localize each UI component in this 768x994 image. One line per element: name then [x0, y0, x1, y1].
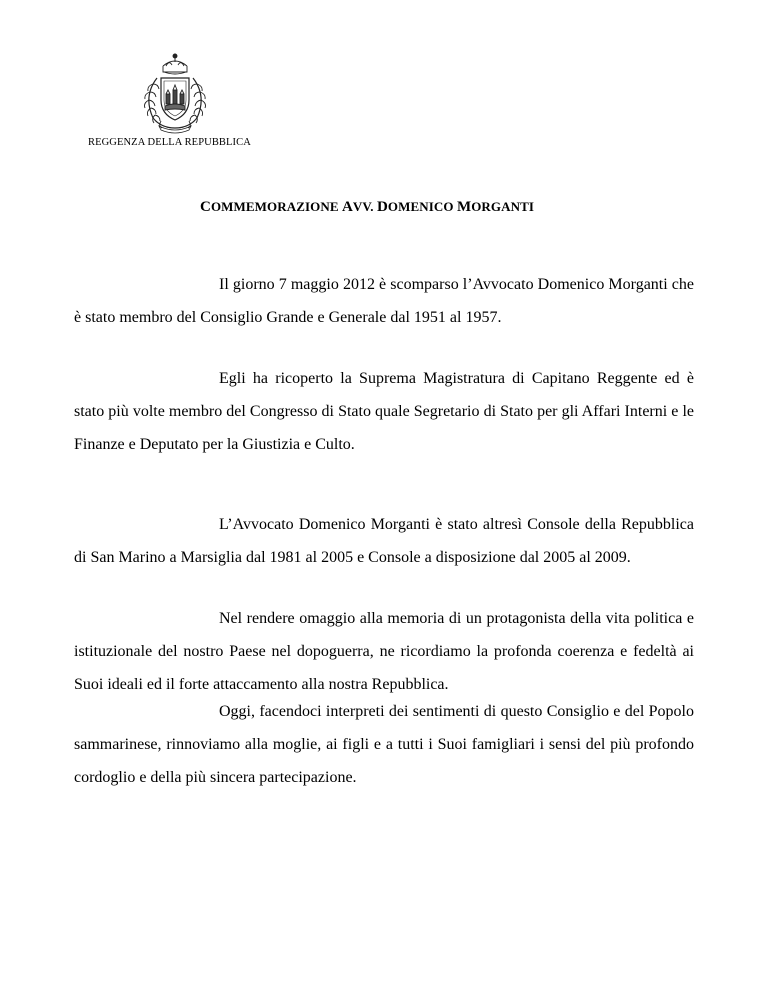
title-rest-2: VV. [352, 199, 374, 214]
coat-of-arms-emblem [133, 48, 217, 134]
paragraph-4: Nel rendere omaggio alla memoria di un protagonista della vita politica e istituzionale del nostro Paese nel dopoguerra, ne ricordiamo la profonda coerenza e fedeltà ai Suoi ideali ed il forte attaccamento alla nostra Repubblica. [74, 610, 694, 693]
paragraph-5: Oggi, facendoci interpreti dei sentimenti di questo Consiglio e del Popolo sammarinese, rinnoviamo alla moglie, ai figli e a tutti i Suoi famigliari i sensi del più profondo cordoglio e della più sincera partecipazione. [74, 703, 694, 786]
paragraph-1: Il giorno 7 maggio 2012 è scomparso l’Avvocato Domenico Morganti che è stato membro del Consiglio Grande e Generale dal 1951 al 1957. [74, 276, 694, 326]
coat-of-arms-icon [133, 48, 217, 134]
document-title [200, 199, 534, 216]
title-cap-4: M [456, 199, 472, 215]
title-cap-1: C [200, 199, 211, 215]
title-cap-3: D [376, 199, 388, 215]
title-rest-4: ORGANTI [471, 199, 535, 214]
institution-name: REGGENZA DELLA REPUBBLICA [88, 137, 251, 148]
title-cap-2: A [341, 199, 353, 215]
paragraph-2: Egli ha ricoperto la Suprema Magistratura di Capitano Reggente ed è stato più volte membro del Congresso di Stato quale Segretario di Stato per gli Affari Interni e le Finanze e Deputato per la Giustizia e Culto. [74, 370, 694, 453]
title-rest-3: OMENICO [387, 199, 454, 214]
paragraph-3: L’Avvocato Domenico Morganti è stato altresì Console della Repubblica di San Marino a Marsiglia dal 1981 al 2005 e Console a disposizione dal 2005 al 2009. [74, 516, 694, 566]
title-rest-1: OMMEMORAZIONE [210, 199, 339, 214]
